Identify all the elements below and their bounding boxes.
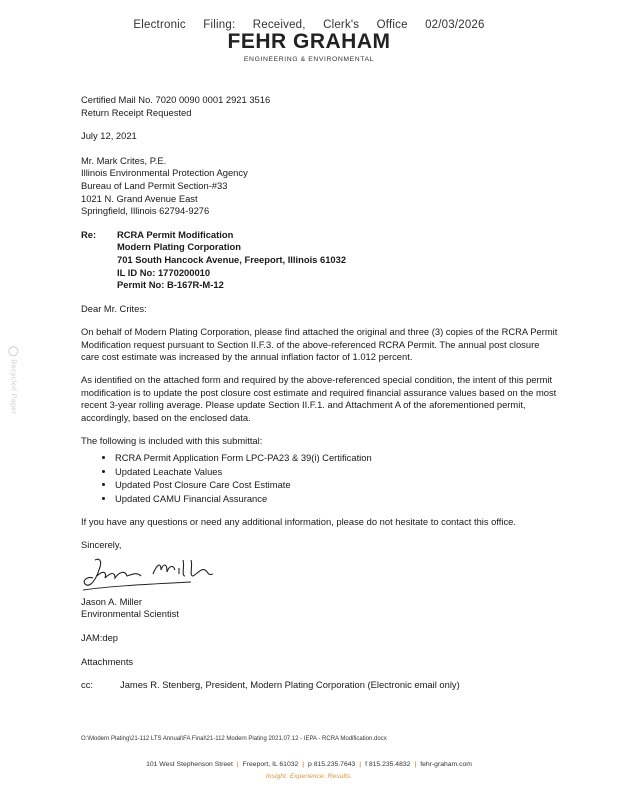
cc-label: cc:	[81, 679, 93, 691]
valediction: Sincerely,	[81, 539, 122, 551]
company-subtitle: ENGINEERING & ENVIRONMENTAL	[243, 56, 375, 63]
letter-body	[81, 94, 558, 692]
re-lines	[117, 229, 346, 292]
attachments-label: Attachments	[81, 655, 134, 667]
signer-title: Environmental Scientist	[81, 608, 179, 620]
salutation: Dear Mr. Crites:	[81, 302, 147, 314]
signature	[81, 554, 558, 596]
certified-mail-line: Certified Mail No. 7020 0090 0001 2921 3516	[81, 94, 271, 105]
filing-stamp: Electronic Filing: Received, Clerk's Office 02/03/2026	[133, 19, 485, 31]
return-receipt-line: Return Receipt Requested	[81, 106, 192, 118]
recycled-paper-watermark: Recycled Paper	[6, 346, 19, 414]
signer-name: Jason A. Miller	[81, 595, 142, 607]
enclosure-list	[81, 451, 558, 505]
letter-date: July 12, 2021	[81, 130, 137, 142]
list-item: • RCRA Permit Application Form LPC-PA23 & 39(i) Certification	[115, 451, 558, 464]
footer-web: fehr-graham.com	[420, 761, 472, 768]
list-item: • Updated CAMU Financial Assurance	[115, 492, 558, 505]
footer-city: Freeport, IL 61032	[242, 761, 299, 768]
file-path: O:\Modern Plating\21-112 LTS Annual\FA Final\21-112 Modern Plating 2021.07.12 - IEPA - RCRA Modification.docx	[81, 736, 387, 742]
paragraph-3: The following is included with this submittal:	[81, 434, 263, 446]
footer-fax: f 815.235.4832	[365, 761, 411, 768]
cc-block	[81, 679, 558, 692]
recipient-address	[81, 155, 558, 218]
re-line: Modern Plating Corporation	[117, 241, 241, 253]
recipient-street: 1021 N. Grand Avenue East	[81, 192, 198, 204]
letterhead	[0, 29, 618, 64]
paragraph-1: On behalf of Modern Plating Corporation, please find attached the original and three (3) copies of the RCRA Permit Modification request pursuant to Section II.F.3. of the above-referenced RCRA Permit. The annual post closure care cost estimate was increased by the annual inflation factor of 1.012 percent.	[81, 326, 558, 362]
footer-tagline: Insight. Experience. Results.	[265, 773, 353, 780]
re-line: Permit No: B-167R-M-12	[117, 279, 224, 291]
re-line: RCRA Permit Modification	[117, 228, 234, 240]
re-label: Re:	[81, 228, 97, 240]
footer-contact: 101 West Stephenson Street | Freeport, IL 61032 | p 815.235.7643 | f 815.235.4832 | fehr-graham.com	[146, 761, 472, 768]
footer-phone: p 815.235.7643	[308, 761, 356, 768]
list-item: • Updated Post Closure Care Cost Estimate	[115, 478, 558, 491]
recipient-city: Springfield, Illinois 62794-9276	[81, 205, 210, 217]
cc-text: James R. Stenberg, President, Modern Plating Corporation (Electronic email only)	[120, 679, 460, 691]
recycle-icon	[8, 346, 18, 356]
footer-address: 101 West Stephenson Street	[146, 761, 233, 768]
subject-block	[81, 229, 558, 292]
typist-initials: JAM:dep	[81, 632, 118, 643]
handwritten-signature	[81, 554, 231, 596]
re-line: IL ID No: 1770200010	[117, 266, 211, 278]
recipient-name: Mr. Mark Crites, P.E.	[81, 154, 167, 166]
paragraph-2: As identified on the attached form and required by the above-referenced special condition, the intent of this permit modification is to update the post closure cost estimate and required financial assurance values based on the most recent 3-year rolling average. Please update Section II.F.1. and Attachment A of the aforementioned permit, accordingly, based on the enclosed data.	[81, 374, 557, 423]
list-item: • Updated Leachate Values	[115, 465, 558, 478]
recipient-bureau: Bureau of Land Permit Section-#33	[81, 179, 228, 191]
re-line: 701 South Hancock Avenue, Freeport, Illinois 61032	[117, 253, 347, 265]
company-logo: FEHR GRAHAM	[227, 30, 391, 53]
closing-paragraph: If you have any questions or need any additional information, please do not hesitate to contact this office.	[81, 516, 517, 527]
recipient-agency: Illinois Environmental Protection Agency	[81, 167, 248, 179]
